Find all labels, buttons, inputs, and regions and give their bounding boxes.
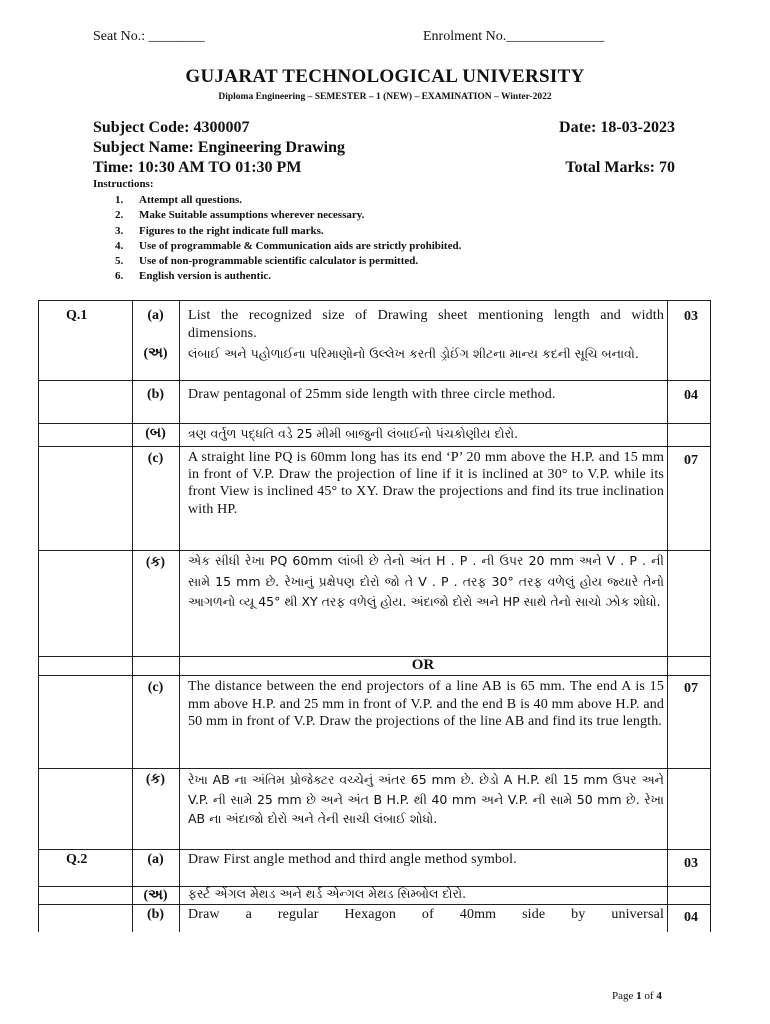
subject-name: Subject Name: Engineering Drawing	[93, 139, 345, 156]
page-footer: Page 1 of 4	[612, 990, 662, 1002]
instruction-item: 6. English version is authentic.	[115, 270, 272, 283]
sub-question-label: (c)	[147, 451, 164, 466]
university-title: GUJARAT TECHNOLOGICAL UNIVERSITY	[185, 66, 585, 87]
table-border-right	[710, 300, 711, 932]
sub-question-label: (અ)	[143, 346, 168, 361]
question-marks: 07	[684, 453, 698, 468]
page-total: 4	[656, 990, 662, 1002]
sub-question-label: (અ)	[143, 888, 168, 903]
exam-time: Time: 10:30 AM TO 01:30 PM	[93, 159, 302, 176]
question-text: A straight line PQ is 60mm long has its end ‘P’ 20 mm above the H.P. and 15 mm in front of V.P. Draw the projection of line if it is inclined at 30° to V.P. while its front View is inclined 45° to XY. Draw the projections and find its true inclination with HP.	[188, 450, 664, 517]
instructions-list	[115, 193, 461, 285]
instruction-item: 5. Use of non-programmable scientific calculator is permitted.	[115, 255, 419, 268]
sub-question-label: (a)	[147, 852, 164, 867]
question-text: Draw First angle method and third angle method symbol.	[188, 852, 517, 867]
table-border-left	[38, 300, 39, 932]
exam-line: Diploma Engineering – SEMESTER – 1 (NEW) – EXAMINATION – Winter-2022	[218, 92, 552, 102]
question-marks: 04	[684, 388, 698, 403]
question-text: List the recognized size of Drawing sheet mentioning length and width dimensions.	[188, 308, 664, 341]
row-divider	[38, 768, 711, 769]
seat-no: Seat No.: ________	[93, 29, 205, 44]
row-divider	[38, 675, 711, 676]
sub-question-label: (c)	[147, 680, 164, 695]
sub-question-label: (ક)	[145, 772, 166, 787]
subject-code: Subject Code: 4300007	[93, 119, 250, 136]
sub-question-label: (બ)	[145, 426, 166, 441]
row-divider	[38, 300, 711, 301]
question-number: Q.1	[66, 308, 88, 323]
total-marks: Total Marks: 70	[565, 159, 675, 176]
instruction-item: 2. Make Suitable assumptions wherever necessary.	[115, 209, 365, 222]
instruction-item: 3. Figures to the right indicate full marks.	[115, 224, 324, 237]
page-number: 1	[636, 990, 642, 1002]
row-divider	[38, 446, 711, 447]
question-text: Draw pentagonal of 25mm side length with three circle method.	[188, 387, 556, 402]
question-marks: 07	[684, 681, 698, 696]
or-separator: OR	[411, 657, 435, 673]
question-text-gujarati: રેખા AB ના અંતિમ પ્રોજેક્ટર વચ્ચેનું અંતર 65 mm છે. છેડો A H.P. થી 15 mm ઉપર અને V.P. ની સામે 25 mm છે અને અંત B H.P. થી 40 mm અને V.P. ની સામે 50 mm છે. રેખા AB ના અંદાજો દોરો અને તેની સાચી લંબાઈ શોધો.	[188, 772, 664, 826]
question-text-gujarati: ફર્સ્ટ એંગલ મેથડ અને થર્ડ એન્ગલ મેથડ સિમ્બોલ દોરો.	[188, 886, 467, 901]
instructions-title: Instructions:	[93, 178, 154, 190]
enrolment-no: Enrolment No.______________	[423, 29, 605, 44]
question-text-gujarati: એક સીધી રેખા PQ 60mm લાંબી છે તેનો અંત H . P . ની ઉપર 20 mm અને V . P . ની સામે 15 mm છે. રેખાનું પ્રક્ષેપણ દોરો જો તે V . P . તરફ 30° તરફ વળેલું હોય જ્યારે તેનો આગળનો વ્યૂ 45° થી XY તરફ વળેલું હોય. અંદાજો દોરો અને HP સાથે તેનો સાચો ઝોક શોધો.	[188, 553, 664, 609]
instruction-item: 4. Use of programmable & Communication aids are strictly prohibited.	[115, 239, 462, 252]
question-text-gujarati: ત્રણ વર્તુળ પદ્ધતિ વડે 25 મીમી બાજુની લંબાઈનો પંચકોણીય દોરો.	[188, 426, 519, 441]
question-marks: 03	[684, 309, 698, 324]
row-divider	[38, 849, 711, 850]
question-marks: 04	[684, 910, 698, 925]
question-text: The distance between the end projectors of a line AB is 65 mm. The end A is 15 mm above H.P. and 25 mm in front of V.P. and the end B is 40 mm above H.P. and 50 mm in front of V.P. Draw the projections of the line AB and find its true length.	[188, 679, 664, 729]
question-table	[38, 300, 711, 932]
question-text: Draw a regular Hexagon of 40mm side by universal	[188, 907, 664, 922]
exam-date: Date: 18-03-2023	[559, 119, 675, 136]
sub-question-label: (b)	[146, 387, 165, 402]
question-marks: 03	[684, 856, 698, 871]
column-divider	[179, 300, 180, 932]
column-divider	[667, 300, 668, 932]
row-divider	[38, 380, 711, 381]
sub-question-label: (a)	[147, 308, 164, 323]
question-text-gujarati: લંબાઈ અને પહોળાઈના પરિમાણોનો ઉલ્લેખ કરતી ડ્રોઈંગ શીટના માન્ય કદની સૂચિ બનાવો.	[188, 346, 639, 361]
instruction-item: 1. Attempt all questions.	[115, 194, 242, 206]
sub-question-label: (ક)	[145, 555, 166, 570]
sub-question-label: (b)	[146, 907, 165, 922]
question-number: Q.2	[66, 852, 88, 867]
